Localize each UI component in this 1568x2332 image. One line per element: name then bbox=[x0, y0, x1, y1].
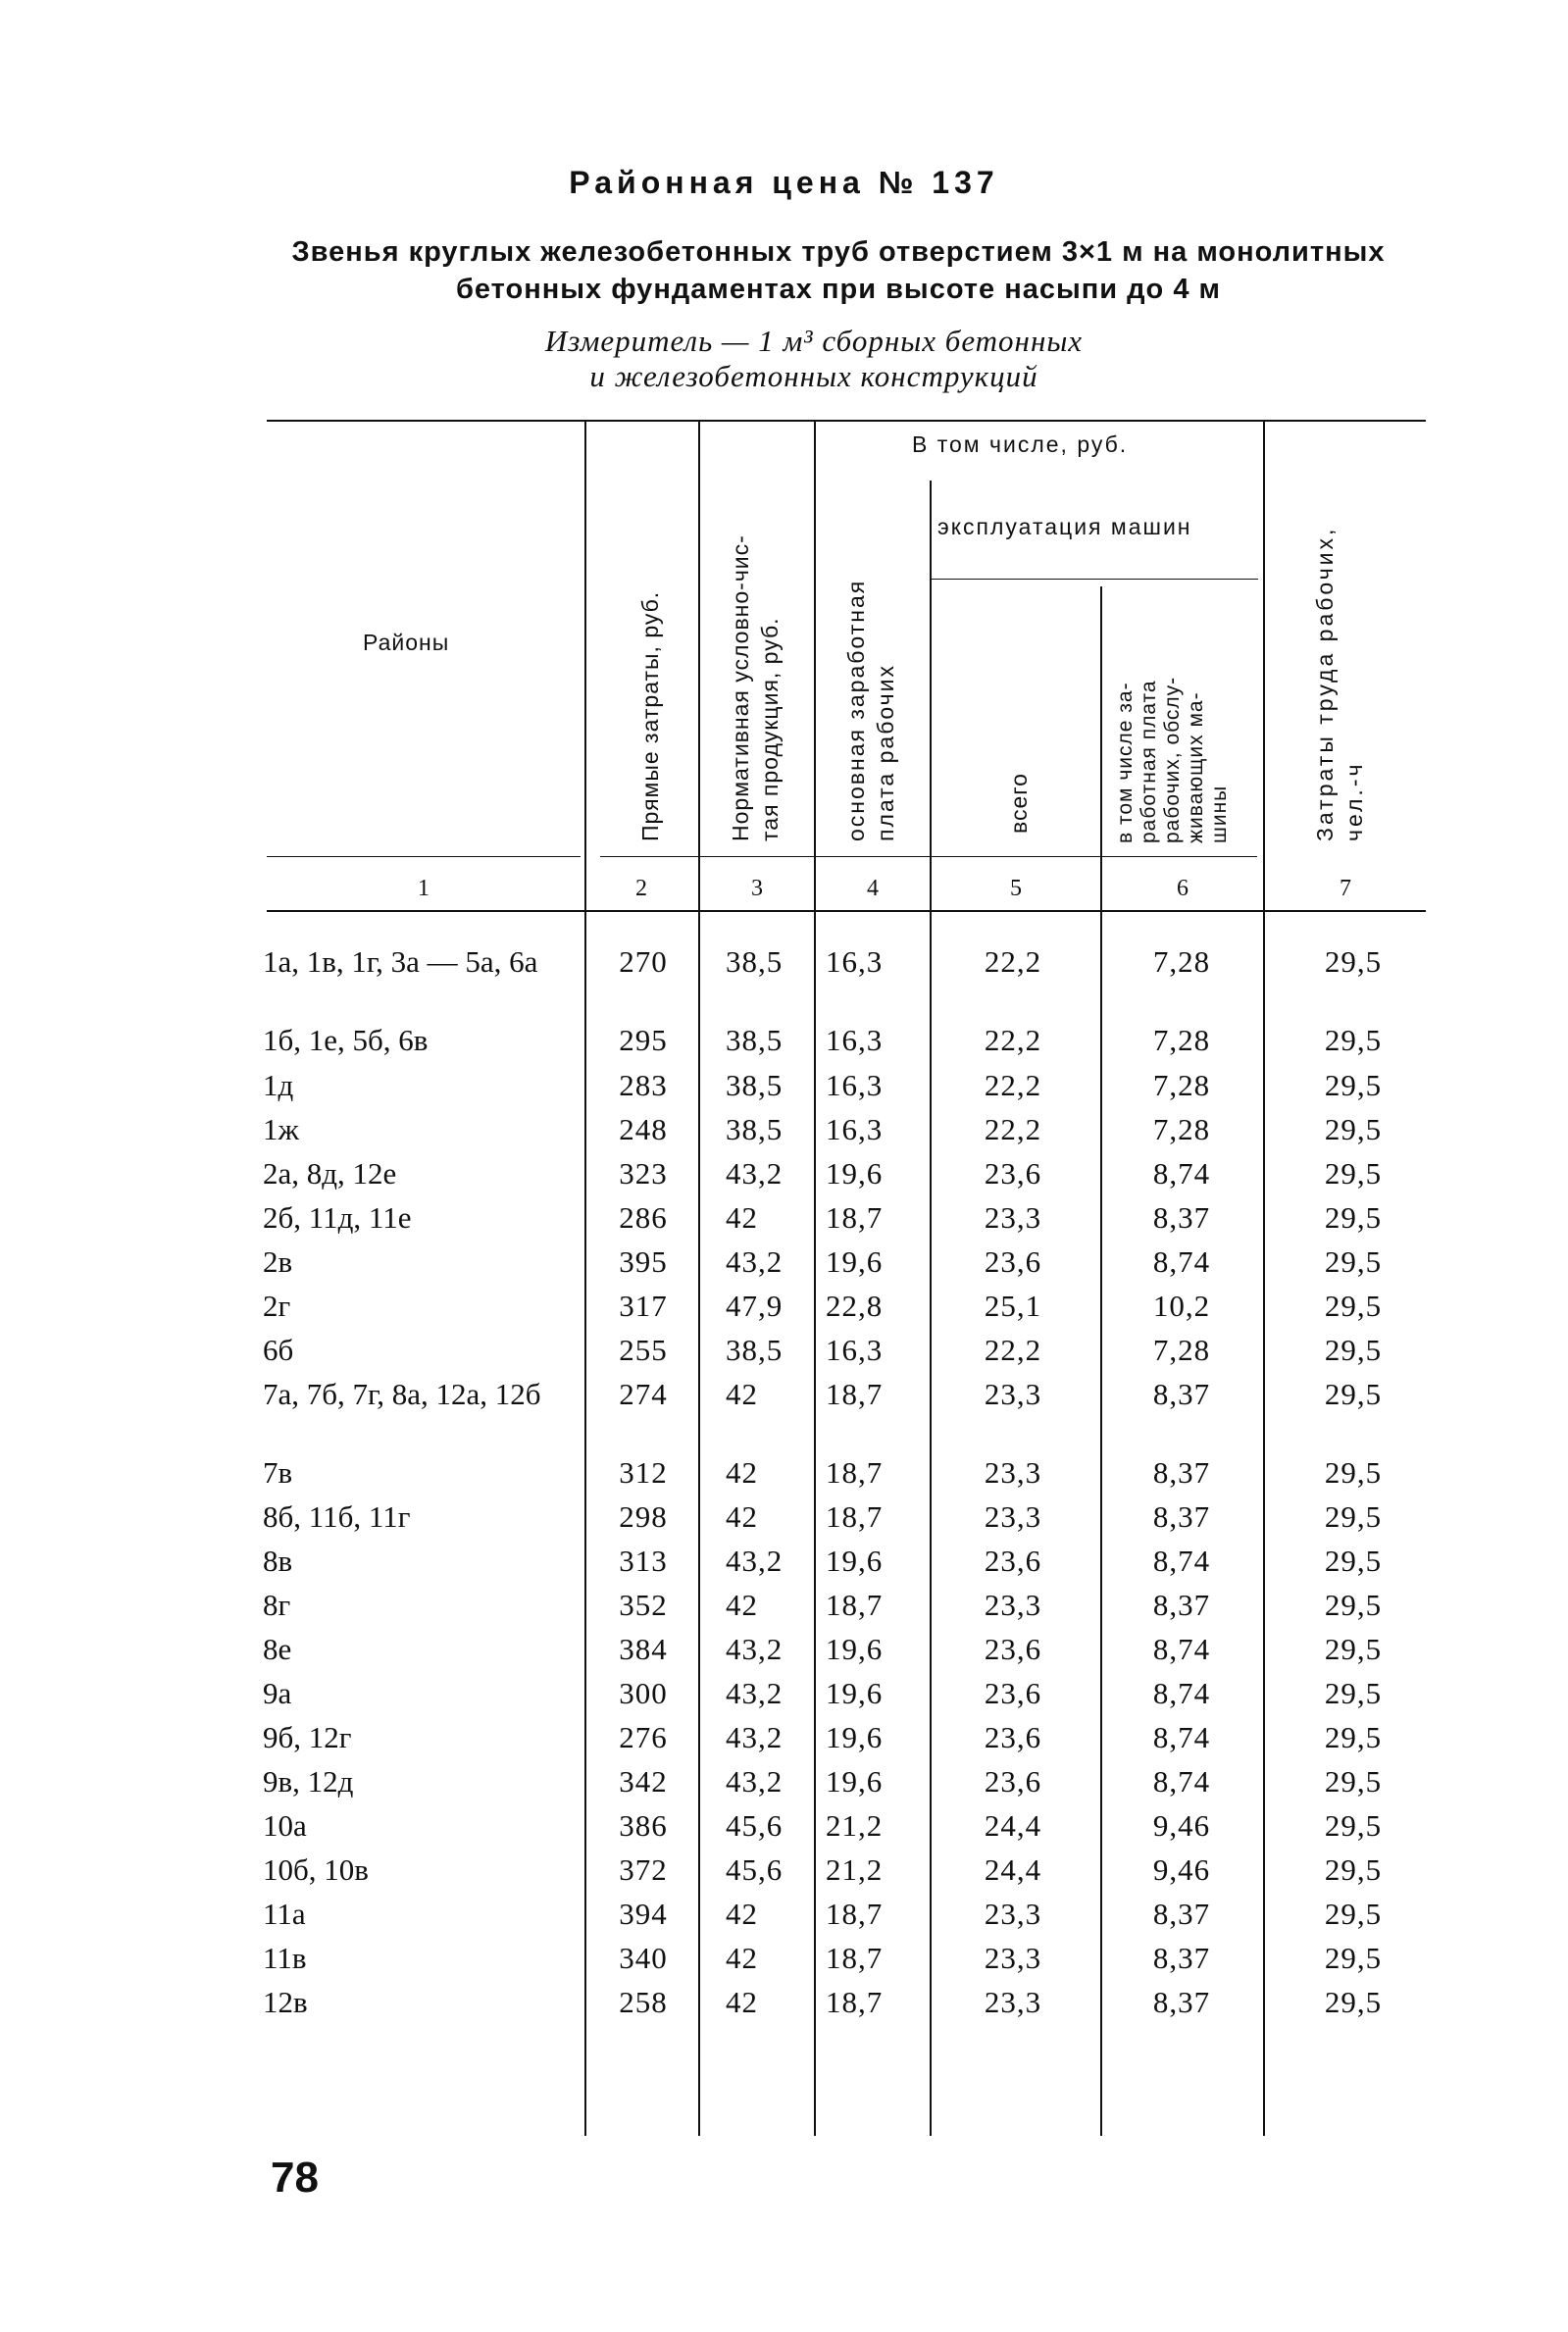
machine-total-cell: 23,3 bbox=[984, 1455, 1042, 1490]
base-wage-cell: 18,7 bbox=[826, 1897, 884, 1931]
machine-total-cell: 23,6 bbox=[984, 1764, 1042, 1799]
normative-cell: 42 bbox=[726, 1588, 758, 1622]
machine-total-cell: 23,6 bbox=[984, 1244, 1042, 1279]
base-wage-cell: 19,6 bbox=[826, 1544, 884, 1578]
base-wage-cell: 18,7 bbox=[826, 1588, 884, 1622]
page-title: Районная цена № 137 bbox=[569, 165, 999, 200]
normative-cell: 42 bbox=[726, 1455, 758, 1490]
col-number-3: 3 bbox=[751, 876, 763, 901]
region-cell: 1а, 1в, 1г, 3а — 5а, 6а bbox=[263, 944, 538, 979]
machine-total-cell: 23,3 bbox=[984, 1499, 1042, 1534]
machine-wage-cell: 9,46 bbox=[1152, 1808, 1211, 1843]
region-cell: 8г bbox=[263, 1588, 291, 1622]
machine-wage-cell: 7,28 bbox=[1152, 1023, 1211, 1057]
direct-costs-cell: 394 bbox=[619, 1897, 668, 1931]
base-wage-cell: 19,6 bbox=[826, 1244, 884, 1279]
machine-total-cell: 25,1 bbox=[984, 1289, 1042, 1323]
region-cell: 8б, 11б, 11г bbox=[263, 1499, 411, 1534]
base-wage-cell: 21,2 bbox=[826, 1808, 884, 1843]
region-cell: 11в bbox=[263, 1941, 307, 1975]
machine-wage-cell: 8,37 bbox=[1152, 1200, 1211, 1235]
direct-costs-cell: 298 bbox=[619, 1499, 668, 1534]
base-wage-cell: 18,7 bbox=[826, 1455, 884, 1490]
normative-cell: 45,6 bbox=[726, 1852, 784, 1887]
base-wage-cell: 16,3 bbox=[826, 1333, 884, 1367]
direct-costs-cell: 274 bbox=[619, 1377, 668, 1411]
header-incl-wage-line-1: в том числе за- bbox=[1114, 682, 1137, 843]
header-normative bbox=[726, 534, 784, 841]
machine-wage-cell: 8,74 bbox=[1152, 1720, 1211, 1754]
direct-costs-cell: 258 bbox=[619, 1985, 668, 2019]
machine-total-cell: 22,2 bbox=[984, 1112, 1042, 1146]
region-cell: 1ж bbox=[263, 1112, 299, 1146]
header-labor-line-1: Затраты труда рабочих, bbox=[1312, 526, 1338, 841]
base-wage-cell: 18,7 bbox=[826, 1200, 884, 1235]
normative-cell: 38,5 bbox=[726, 944, 784, 979]
machine-total-cell: 24,4 bbox=[984, 1852, 1042, 1887]
region-cell: 1б, 1е, 5б, 6в bbox=[263, 1023, 429, 1057]
col-divider-5 bbox=[1100, 586, 1102, 2136]
header-incl-wage bbox=[1114, 677, 1232, 843]
machine-wage-cell: 9,46 bbox=[1152, 1852, 1211, 1887]
labor-cell: 29,5 bbox=[1324, 1499, 1383, 1534]
normative-cell: 43,2 bbox=[726, 1156, 784, 1191]
base-wage-cell: 16,3 bbox=[826, 1068, 884, 1102]
machine-wage-cell: 8,37 bbox=[1152, 1499, 1211, 1534]
header-incl-wage-line-4: живающих ма- bbox=[1185, 691, 1207, 843]
machine-total-cell: 23,3 bbox=[984, 1377, 1042, 1411]
labor-cell: 29,5 bbox=[1324, 1289, 1383, 1323]
machine-wage-cell: 8,37 bbox=[1152, 1588, 1211, 1622]
region-cell: 2в bbox=[263, 1244, 293, 1279]
direct-costs-cell: 340 bbox=[619, 1941, 668, 1975]
direct-costs-cell: 248 bbox=[619, 1112, 668, 1146]
normative-cell: 38,5 bbox=[726, 1112, 784, 1146]
machine-wage-cell: 8,37 bbox=[1152, 1897, 1211, 1931]
normative-cell: 43,2 bbox=[726, 1244, 784, 1279]
machine-total-cell: 23,3 bbox=[984, 1588, 1042, 1622]
normative-cell: 42 bbox=[726, 1985, 758, 2019]
direct-costs-cell: 283 bbox=[619, 1068, 668, 1102]
region-cell: 9б, 12г bbox=[263, 1720, 352, 1754]
header-incl-wage-line-3: рабочих, обслу- bbox=[1161, 676, 1184, 843]
labor-cell: 29,5 bbox=[1324, 1941, 1383, 1975]
region-cell: 9в, 12д bbox=[263, 1764, 354, 1799]
region-cell: 10а bbox=[263, 1808, 307, 1843]
normative-cell: 43,2 bbox=[726, 1676, 784, 1710]
col-number-2: 2 bbox=[635, 876, 647, 901]
direct-costs-cell: 313 bbox=[619, 1544, 668, 1578]
machine-total-cell: 23,6 bbox=[984, 1632, 1042, 1666]
header-base-wage bbox=[841, 580, 900, 841]
measure-unit bbox=[392, 324, 1236, 394]
region-cell: 2г bbox=[263, 1289, 291, 1323]
region-cell: 11а bbox=[263, 1897, 306, 1931]
base-wage-cell: 18,7 bbox=[826, 1985, 884, 2019]
machine-total-cell: 22,2 bbox=[984, 1023, 1042, 1057]
normative-cell: 43,2 bbox=[726, 1632, 784, 1666]
base-wage-cell: 22,8 bbox=[826, 1289, 884, 1323]
header-including: В том числе, руб. bbox=[912, 431, 1129, 457]
direct-costs-cell: 286 bbox=[619, 1200, 668, 1235]
machine-sub-rule bbox=[930, 579, 1258, 580]
labor-cell: 29,5 bbox=[1324, 1985, 1383, 2019]
direct-costs-cell: 312 bbox=[619, 1455, 668, 1490]
labor-cell: 29,5 bbox=[1324, 1377, 1383, 1411]
measure-line-2: и железобетонных конструкций bbox=[589, 359, 1038, 393]
direct-costs-cell: 295 bbox=[619, 1023, 668, 1057]
labor-cell: 29,5 bbox=[1324, 1676, 1383, 1710]
machine-total-cell: 23,6 bbox=[984, 1720, 1042, 1754]
header-labor-line-2: чел.-ч bbox=[1341, 761, 1367, 841]
normative-cell: 42 bbox=[726, 1897, 758, 1931]
header-labor bbox=[1310, 527, 1369, 841]
labor-cell: 29,5 bbox=[1324, 1023, 1383, 1057]
machine-total-cell: 22,2 bbox=[984, 1068, 1042, 1102]
region-cell: 9а bbox=[263, 1676, 292, 1710]
base-wage-cell: 18,7 bbox=[826, 1499, 884, 1534]
machine-wage-cell: 8,37 bbox=[1152, 1455, 1211, 1490]
labor-cell: 29,5 bbox=[1324, 1333, 1383, 1367]
col-number-6: 6 bbox=[1177, 876, 1189, 901]
machine-wage-cell: 8,74 bbox=[1152, 1632, 1211, 1666]
base-wage-cell: 16,3 bbox=[826, 1112, 884, 1146]
col-number-5: 5 bbox=[1010, 876, 1022, 901]
direct-costs-cell: 342 bbox=[619, 1764, 668, 1799]
machine-total-cell: 23,3 bbox=[984, 1200, 1042, 1235]
machine-wage-cell: 7,28 bbox=[1152, 1068, 1211, 1102]
measure-line-1: Измеритель — 1 м³ сборных бетонных bbox=[544, 324, 1084, 358]
machine-wage-cell: 7,28 bbox=[1152, 944, 1211, 979]
direct-costs-cell: 317 bbox=[619, 1289, 668, 1323]
labor-cell: 29,5 bbox=[1324, 1897, 1383, 1931]
header-normative-line-2: тая продукция, руб. bbox=[757, 617, 783, 841]
normative-cell: 42 bbox=[726, 1499, 758, 1534]
normative-cell: 47,9 bbox=[726, 1289, 784, 1323]
labor-cell: 29,5 bbox=[1324, 1068, 1383, 1102]
col-divider-2 bbox=[698, 420, 700, 2136]
region-cell: 10б, 10в bbox=[263, 1852, 369, 1887]
col-number-4: 4 bbox=[867, 876, 879, 901]
machine-total-cell: 23,3 bbox=[984, 1985, 1042, 2019]
direct-costs-cell: 372 bbox=[619, 1852, 668, 1887]
machine-total-cell: 23,3 bbox=[984, 1941, 1042, 1975]
direct-costs-cell: 300 bbox=[619, 1676, 668, 1710]
direct-costs-cell: 386 bbox=[619, 1808, 668, 1843]
header-bottom-rule bbox=[267, 910, 1426, 912]
labor-cell: 29,5 bbox=[1324, 1632, 1383, 1666]
base-wage-cell: 21,2 bbox=[826, 1852, 884, 1887]
normative-cell: 38,5 bbox=[726, 1023, 784, 1057]
machine-wage-cell: 10,2 bbox=[1152, 1289, 1211, 1323]
normative-cell: 43,2 bbox=[726, 1764, 784, 1799]
machine-total-cell: 23,6 bbox=[984, 1676, 1042, 1710]
labor-cell: 29,5 bbox=[1324, 1455, 1383, 1490]
labor-cell: 29,5 bbox=[1324, 1720, 1383, 1754]
base-wage-cell: 19,6 bbox=[826, 1720, 884, 1754]
labor-cell: 29,5 bbox=[1324, 1808, 1383, 1843]
labor-cell: 29,5 bbox=[1324, 1588, 1383, 1622]
header-total: всего bbox=[1006, 773, 1032, 834]
normative-cell: 42 bbox=[726, 1377, 758, 1411]
machine-total-cell: 22,2 bbox=[984, 1333, 1042, 1367]
machine-wage-cell: 8,74 bbox=[1152, 1764, 1211, 1799]
machine-total-cell: 22,2 bbox=[984, 944, 1042, 979]
machine-wage-cell: 8,37 bbox=[1152, 1377, 1211, 1411]
region-cell: 6б bbox=[263, 1333, 294, 1367]
page-number: 78 bbox=[271, 2154, 319, 2202]
header-direct-costs: Прямые затраты, руб. bbox=[637, 590, 663, 841]
machine-wage-cell: 8,74 bbox=[1152, 1156, 1211, 1191]
base-wage-cell: 18,7 bbox=[826, 1377, 884, 1411]
direct-costs-cell: 255 bbox=[619, 1333, 668, 1367]
labor-cell: 29,5 bbox=[1324, 1852, 1383, 1887]
header-rule-1 bbox=[267, 856, 581, 857]
direct-costs-cell: 270 bbox=[619, 944, 668, 979]
machine-wage-cell: 8,74 bbox=[1152, 1544, 1211, 1578]
normative-cell: 42 bbox=[726, 1941, 758, 1975]
region-cell: 8е bbox=[263, 1632, 292, 1666]
col-number-7: 7 bbox=[1340, 876, 1351, 901]
normative-cell: 38,5 bbox=[726, 1068, 784, 1102]
machine-total-cell: 24,4 bbox=[984, 1808, 1042, 1843]
region-cell: 8в bbox=[263, 1544, 293, 1578]
normative-cell: 45,6 bbox=[726, 1808, 784, 1843]
region-cell: 7а, 7б, 7г, 8а, 12а, 12б bbox=[263, 1377, 541, 1411]
header-regions: Районы bbox=[363, 630, 450, 655]
region-cell: 7в bbox=[263, 1455, 293, 1490]
region-cell: 2а, 8д, 12е bbox=[263, 1156, 397, 1191]
header-normative-line-1: Нормативная условно-чис- bbox=[728, 534, 753, 841]
region-cell: 12в bbox=[263, 1985, 308, 2019]
base-wage-cell: 16,3 bbox=[826, 1023, 884, 1057]
direct-costs-cell: 323 bbox=[619, 1156, 668, 1191]
labor-cell: 29,5 bbox=[1324, 1112, 1383, 1146]
machine-wage-cell: 8,37 bbox=[1152, 1941, 1211, 1975]
machine-wage-cell: 7,28 bbox=[1152, 1333, 1211, 1367]
labor-cell: 29,5 bbox=[1324, 1544, 1383, 1578]
labor-cell: 29,5 bbox=[1324, 1200, 1383, 1235]
machine-wage-cell: 8,37 bbox=[1152, 1985, 1211, 2019]
labor-cell: 29,5 bbox=[1324, 1764, 1383, 1799]
direct-costs-cell: 276 bbox=[619, 1720, 668, 1754]
header-base-wage-line-1: основная заработная bbox=[843, 579, 869, 841]
direct-costs-cell: 352 bbox=[619, 1588, 668, 1622]
labor-cell: 29,5 bbox=[1324, 944, 1383, 979]
header-machine-operation: эксплуатация машин bbox=[937, 514, 1192, 539]
table-subtitle: Звенья круглых железобетонных труб отверстием 3×1 м на монолитных бетонных фундаментах при высоте насыпи до 4 м bbox=[291, 236, 1386, 305]
direct-costs-cell: 384 bbox=[619, 1632, 668, 1666]
normative-cell: 38,5 bbox=[726, 1333, 784, 1367]
machine-wage-cell: 7,28 bbox=[1152, 1112, 1211, 1146]
base-wage-cell: 19,6 bbox=[826, 1632, 884, 1666]
region-cell: 2б, 11д, 11е bbox=[263, 1200, 412, 1235]
normative-cell: 43,2 bbox=[726, 1720, 784, 1754]
base-wage-cell: 19,6 bbox=[826, 1676, 884, 1710]
machine-wage-cell: 8,74 bbox=[1152, 1676, 1211, 1710]
header-incl-wage-line-2: работная плата bbox=[1138, 680, 1160, 843]
machine-total-cell: 23,6 bbox=[984, 1156, 1042, 1191]
machine-total-cell: 23,6 bbox=[984, 1544, 1042, 1578]
base-wage-cell: 19,6 bbox=[826, 1156, 884, 1191]
base-wage-cell: 16,3 bbox=[826, 944, 884, 979]
normative-cell: 43,2 bbox=[726, 1544, 784, 1578]
base-wage-cell: 18,7 bbox=[826, 1941, 884, 1975]
labor-cell: 29,5 bbox=[1324, 1156, 1383, 1191]
header-base-wage-line-2: плата рабочих bbox=[873, 664, 898, 841]
base-wage-cell: 19,6 bbox=[826, 1764, 884, 1799]
col-number-1: 1 bbox=[418, 876, 430, 901]
machine-total-cell: 23,3 bbox=[984, 1897, 1042, 1931]
table-top-rule bbox=[267, 420, 1426, 422]
labor-cell: 29,5 bbox=[1324, 1244, 1383, 1279]
normative-cell: 42 bbox=[726, 1200, 758, 1235]
col-divider-3 bbox=[814, 420, 816, 2136]
machine-wage-cell: 8,74 bbox=[1152, 1244, 1211, 1279]
region-cell: 1д bbox=[263, 1068, 294, 1102]
header-incl-wage-line-5: шины bbox=[1208, 785, 1231, 843]
direct-costs-cell: 395 bbox=[619, 1244, 668, 1279]
